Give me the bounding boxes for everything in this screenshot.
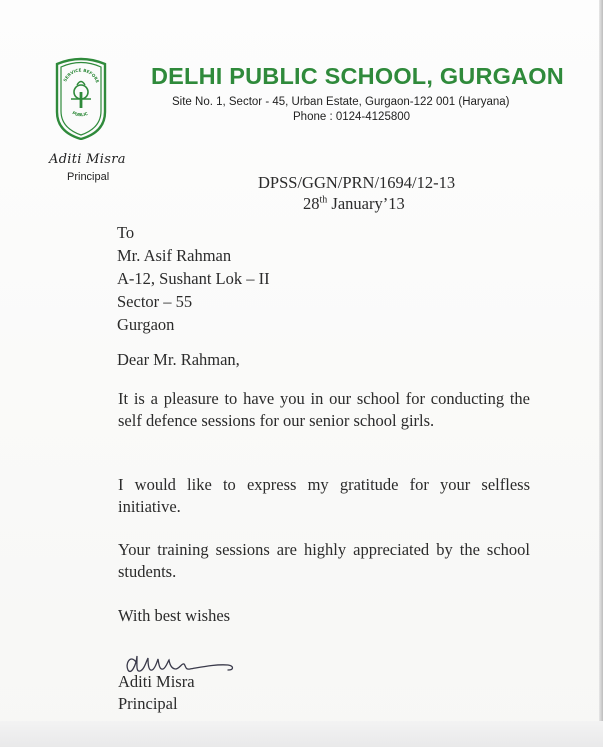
reference-number: DPSS/GGN/PRN/1694/12-13 — [258, 173, 456, 192]
recipient-address-line2: Sector – 55 — [117, 292, 193, 311]
crest-motto-text: SERVICE BEFORE — [62, 67, 101, 84]
page-bottom-scan-strip — [0, 721, 603, 747]
crest-bottom-text: PUBLIC — [71, 110, 89, 118]
school-crest-icon — [55, 52, 107, 140]
date-day: 28 — [303, 194, 320, 213]
recipient-name: Mr. Asif Rahman — [117, 246, 232, 265]
letterhead-principal-name: Aditi Misra — [49, 152, 126, 167]
letterhead-principal-title: Principal — [67, 171, 110, 183]
signatory-title: Principal — [118, 694, 178, 713]
body-paragraph: I would like to express my gratitude for your selfless initiative. — [118, 475, 530, 516]
signatory-name: Aditi Misra — [118, 672, 195, 691]
salutation: Dear Mr. Rahman, — [117, 350, 240, 369]
closing: With best wishes — [118, 606, 231, 625]
to-label: To — [117, 223, 135, 242]
school-address: Site No. 1, Sector - 45, Urban Estate, Gurgaon-122 001 (Haryana) — [172, 96, 510, 108]
date-suffix: th — [319, 194, 328, 206]
recipient-address-line1: A-12, Sushant Lok – II — [117, 269, 270, 288]
date-month-year: January’13 — [327, 194, 405, 213]
school-name: DELHI PUBLIC SCHOOL, GURGAON — [151, 63, 564, 89]
body-paragraph: It is a pleasure to have you in our school for conducting the self defence sessions for our senior school girls. — [118, 389, 530, 430]
body-paragraph: Your training sessions are highly appreciated by the school students. — [118, 540, 530, 581]
page-edge-shadow — [599, 0, 603, 747]
recipient-city: Gurgaon — [117, 315, 175, 334]
school-phone: Phone : 0124-4125800 — [293, 111, 411, 123]
letter-date — [303, 194, 405, 214]
handwritten-signature — [122, 642, 240, 676]
